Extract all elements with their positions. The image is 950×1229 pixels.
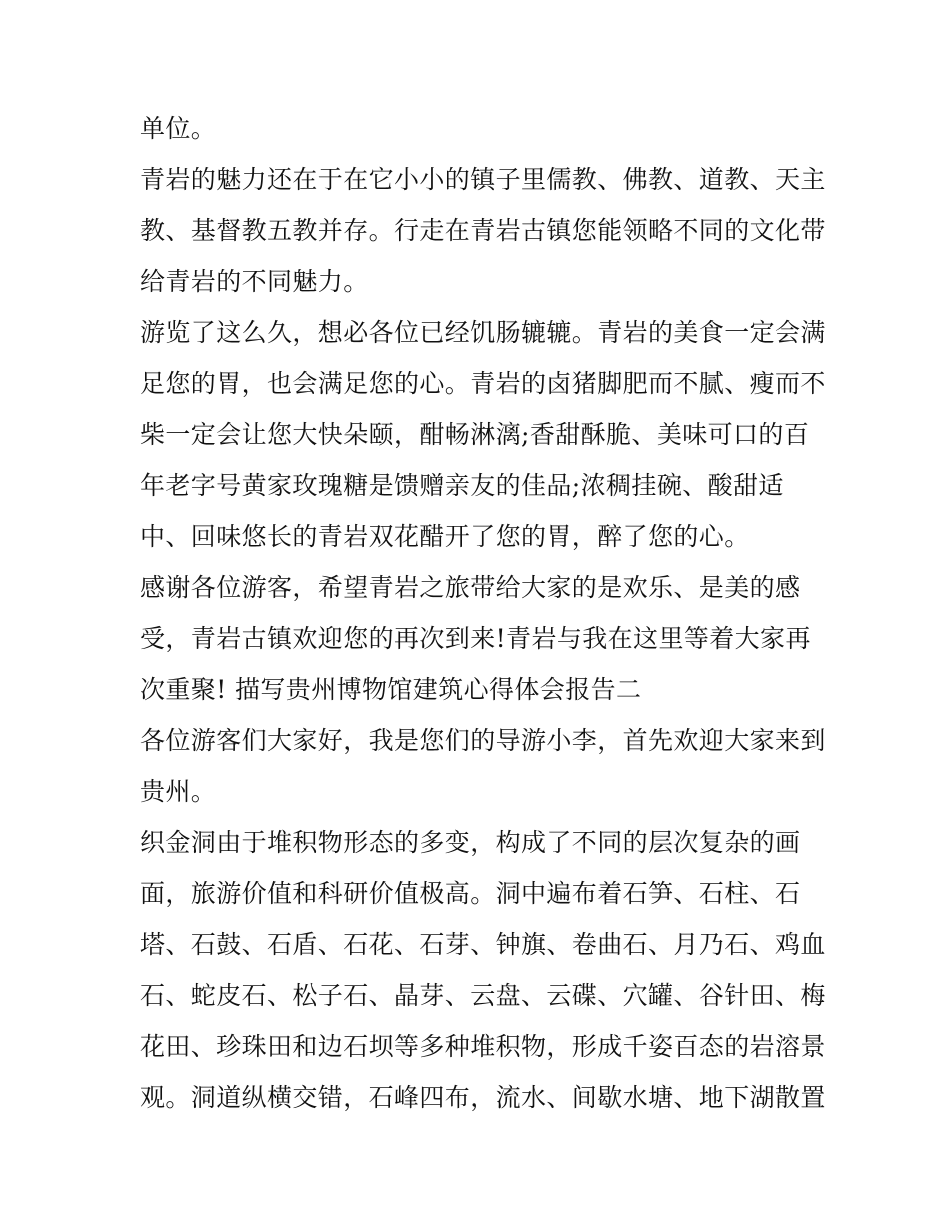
text-line-16: 面，旅游价值和科研价值极高。洞中遍布着石笋、石柱、石 (140, 879, 801, 908)
text-line-5: 游览了这么久，想必各位已经饥肠辘辘。青岩的美食一定会满 (140, 318, 826, 347)
text-line-20: 观。洞道纵横交错，石峰四布，流水、间歇水塘、地下湖散置 (140, 1083, 826, 1112)
text-line-17: 塔、石鼓、石盾、石花、石芽、钟旗、卷曲石、月乃石、鸡血 (140, 930, 826, 959)
text-line-18: 石、蛇皮石、松子石、晶芽、云盘、云碟、穴罐、谷针田、梅 (140, 981, 826, 1010)
text-line-9: 中、回味悠长的青岩双花醋开了您的胃，醉了您的心。 (140, 522, 750, 551)
text-line-4: 给青岩的不同魅力。 (140, 267, 369, 296)
text-line-15: 织金洞由于堆积物形态的多变，构成了不同的层次复杂的画 (140, 828, 801, 857)
text-line-7: 柴一定会让您大快朵颐，酣畅淋漓;香甜酥脆、美味可口的百 (140, 420, 810, 449)
text-line-13: 各位游客们大家好，我是您们的导游小李，首先欢迎大家来到 (140, 726, 826, 755)
text-line-3: 教、基督教五教并存。行走在青岩古镇您能领略不同的文化带 (140, 216, 826, 245)
text-line-6: 足您的胃，也会满足您的心。青岩的卤猪脚肥而不腻、瘦而不 (140, 369, 826, 398)
text-line-1: 单位。 (140, 114, 217, 143)
text-line-11: 受，青岩古镇欢迎您的再次到来!青岩与我在这里等着大家再 (140, 624, 811, 653)
text-line-10: 感谢各位游客，希望青岩之旅带给大家的是欢乐、是美的感 (140, 573, 801, 602)
text-line-12: 次重聚! 描写贵州博物馆建筑心得体会报告二 (140, 675, 642, 704)
text-line-2: 青岩的魅力还在于在它小小的镇子里儒教、佛教、道教、天主 (140, 165, 826, 194)
text-line-19: 花田、珍珠田和边石坝等多种堆积物，形成千姿百态的岩溶景 (140, 1032, 826, 1061)
text-line-8: 年老字号黄家玫瑰糖是馈赠亲友的佳品;浓稠挂碗、酸甜适 (140, 471, 784, 500)
text-line-14: 贵州。 (140, 777, 217, 806)
